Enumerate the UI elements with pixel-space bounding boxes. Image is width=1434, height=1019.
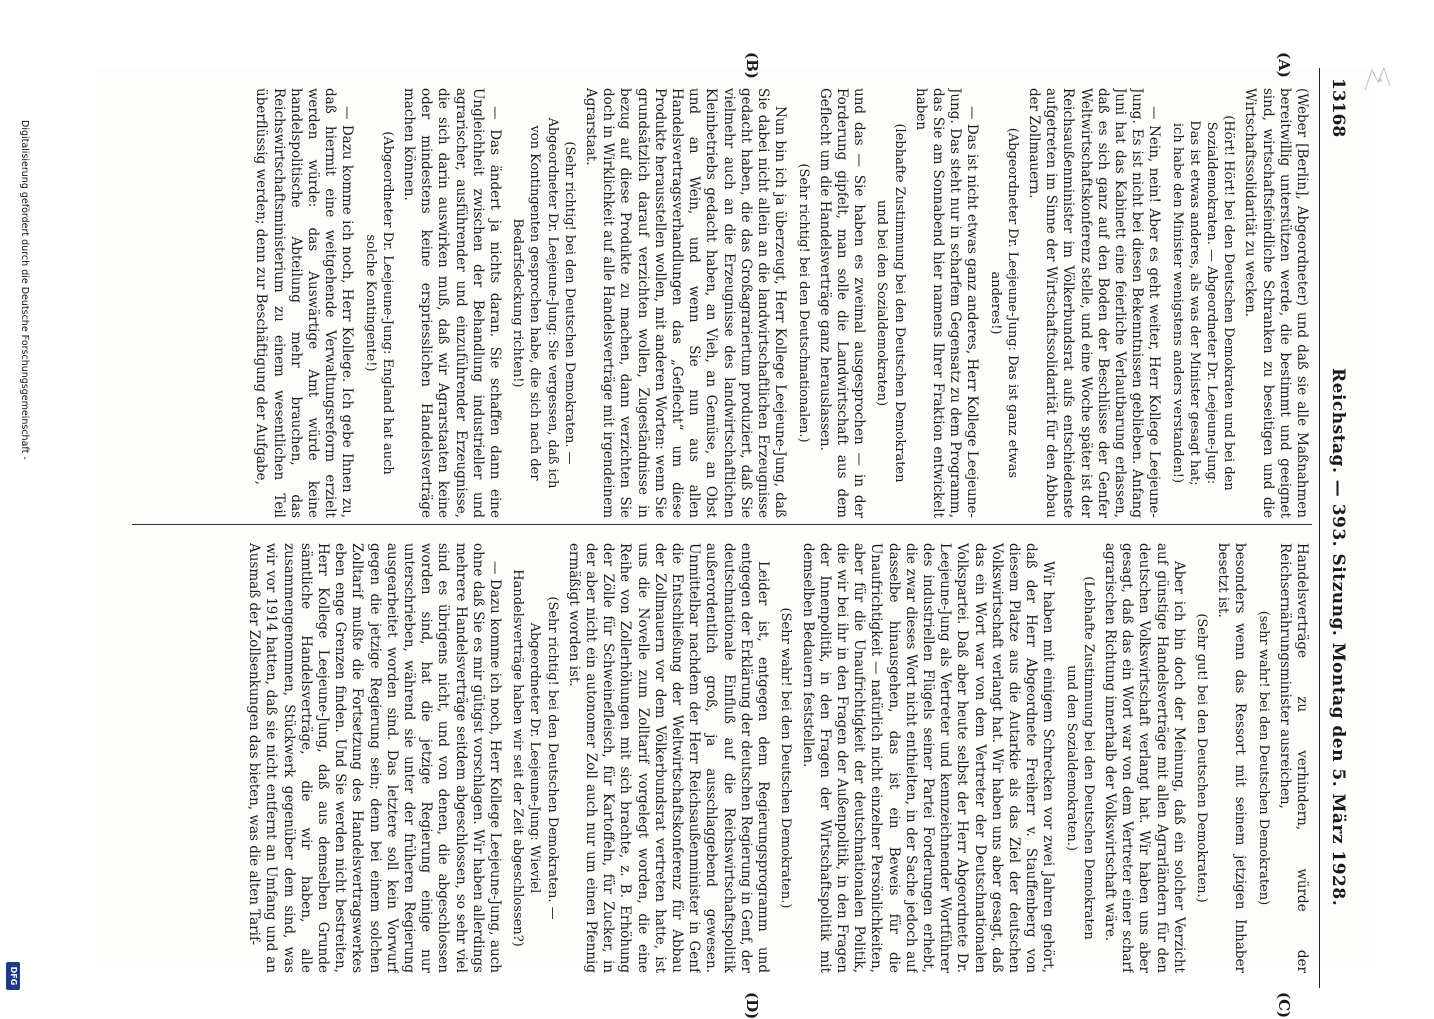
interjection: (Sehr gut! bei den Deutschen Demokraten.) xyxy=(1193,613,1209,903)
dfg-logo xyxy=(6,962,20,990)
margin-letter-c: (C) xyxy=(1275,992,1293,1019)
interjection: (lebhafte Zustimmung bei den Deutschen Demokraten und bei den Sozialdemokraten) xyxy=(874,123,907,483)
interjection: (sehr wahr! bei den Deutschen Demokraten) xyxy=(1255,610,1271,906)
interjection: (Hört! Hört! bei den Deutschen Demokraten und bei den Sozialdemokraten. — Abgeordneter Dr. Leejeune-Jung: Das ist etwas anderes, als was der Minister gesagt hat; ich habe den Minister wenigstens anders verstanden!) xyxy=(1169,115,1237,491)
margin-letter-a: (A) xyxy=(1275,52,1293,78)
paragraph: (Weber [Berlin], Abgeordneter) und daß sie alle Maßnahmen bereitwillig unterstützen werde, die bestimmt und geeignet sind, wirtschaftsfeindliche Schranken zu beseitigen und die Wirtschaftssolidarität zu wecken. xyxy=(1242,88,1310,518)
right-column xyxy=(130,543,1310,973)
margin-letter-b: (B) xyxy=(743,52,761,79)
credit-line: Digitalisierung gefördert durch die Deutsche Forschungsgemeinschaft - xyxy=(19,120,30,460)
paragraph: — Dazu komme ich noch, Herr Kollege Leejeune-Jung, auch ohne daß Sie es mir gütigst vorschlagen. Wir haben allerdings mehrere Handelsverträge seitdem abgeschlossen, so sehr viel sind es übrigens nicht, und von denen, die abgeschlossen worden sind, hat die jetzige Regierung einige nur unterschrieben, während sie unter der früheren Regierung ausgearbeitet worden sind. Das letztere soll kein Vorwurf gegen die jetzige Regierung sein; denn bei einem solchen Zolltarif mußte die Fortsetzung des Handelsvertragswerkes eben enge Grenzen finden. Und Sie werden nicht bestreiten, Herr Kollege Leejeune-Jung, daß aus demselben Grunde sämtliche Handelsverträge, die wir haben, alle zusammengenommen, Stückwerk gegenüber dem sind, was wir vor 1914 hatten, daß sie nicht entfernt an Umfang und an Ausmaß der Zollsenkungen das bieten, was die alten Tarif- xyxy=(246,543,504,973)
paragraph: und das — Sie haben es zweimal ausgesprochen — in der Forderung gipfelt, man solle die Landwirtschaft aus dem Geflecht um die Handelsverträge ganz herauslassen. xyxy=(816,88,868,518)
interjection: (Lebhafte Zustimmung bei den Deutschen Demokraten und den Sozialdemokraten.) xyxy=(1063,576,1096,940)
interjection: (Sehr richtig! bei den Deutschen Demokraten. — Abgeordneter Dr. Leejeune-Jung: Wieviel Handelsverträge haben wir seit der Zeit abgeschlossen?) xyxy=(510,569,560,947)
interjection: (Sehr richtig! bei den Deutschnationalen.) xyxy=(795,163,811,443)
interjection: (Sehr wahr! bei den Deutschen Demokraten.) xyxy=(778,607,794,909)
paragraph: besonders wenn das Ressort mit seinem jetzigen Inhaber besetzt ist. xyxy=(1215,543,1249,973)
running-title: Reichstag. — 393. Sitzung. Montag den 5. März 1928. xyxy=(1328,368,1348,907)
left-column xyxy=(130,88,1310,518)
paragraph: — Nein, nein! Aber es geht weiter, Herr Kollege Leejeune-Jung. Es ist nicht bei diesen Bekenntnissen geblieben. Anfang Juni hat das Kabinett eine feierliche Verlautbarung erlassen, daß es sich ganz auf den Boden der Beschlüsse der Genfer Weltwirtschaftskonferenz stelle, und eine Woche später ist der Reichsaußenminister im Völkerbundsrat aufs entschiedenste aufgetreten im Sinne der Wirtschaftssolidarität für den Abbau der Zollmauern. xyxy=(1025,88,1163,518)
paragraph: — Das ist nicht etwas ganz anderes, Herr Kollege Leejeune-Jung. Das steht nur in scharfem Gegensatz zu dem Programm, das Sie am Sonnabend hier namens Ihrer Fraktion entwickelt haben xyxy=(912,88,981,518)
paragraph: — Dazu komme ich noch, Herr Kollege. Ich gebe Ihnen zu, daß hiermit eine weitgehende Verwaltungsreform erzielt werden würde: das Auswärtige Amt würde keine handelspolitische Abteilung mehr brauchen, das Reichswirtschaftsministerium zu einem wesentlichen Teil überflüssig werden; denn zur Beschäftigung der Aufgabe, xyxy=(253,88,356,518)
paragraph: — Das ändert ja nichts daran. Sie schaffen dann eine Ungleichheit zwischen der Behandlung industrieller und agrarischer, ausführender und einzuführender Erzeugnisse, die sich darin auswirken muß, daß wir Agrarstaaten keine oder mindestens keine erspriesslichen Handelsverträge machen können. xyxy=(401,88,504,518)
digitization-credit xyxy=(14,120,32,990)
interjection: (Sehr richtig! bei den Deutschen Demokraten. — Abgeordneter Dr. Leejeune-Jung: Sie vergessen, daß ich von Kontingenten gesprochen habe, die sich nach der Bedarfsdeckung richten!) xyxy=(510,117,577,489)
library-stamp-mark xyxy=(1360,60,1400,100)
scanned-page xyxy=(95,52,1375,1019)
paragraph: Handelsverträge zu verhindern, würde der Reichsernährungsminister ausreichen, xyxy=(1276,543,1310,973)
margin-letter-d: (D) xyxy=(743,992,761,1019)
rotated-document xyxy=(120,52,1350,1019)
paragraph: Leider ist, entgegen dem Regierungsprogramm und entgegen der Erklärung der deutschen Regierung in Genf, der deutschnationale Einfluß auf die Reichswirtschaftspolitik außerordentlich groß, ja ausschlaggebend gewesen. Unmittelbar nachdem der Herr Reichsaußenminister in Genf die Entschließung der Weltwirtschaftskonferenz für Abbau der Zollmauern vor dem Völkerbundsrat vertreten hatte, ist uns die Novelle zum Zolltarif vorgelegt worden, die eine Reihe von Zollerhöhungen mit sich brachte, z. B. Erhöhung der Zölle für Schweinefleisch, für Kartoffeln, für Zucker, in der aber nicht ein autonomer Zoll auch nur um einen Pfennig ermäßigt worden ist. xyxy=(565,543,772,973)
paragraph: Nun bin ich ja überzeugt, Herr Kollege Leejeune-Jung, daß Sie dabei nicht allein an die landwirtschaftlichen Erzeugnisse gedacht haben, die das Großagrariertum produziert, daß Sie vielmehr auch an die Erzeugnisse des landwirtschaftlichen Kleinbetriebs gedacht haben, an Vieh, an Gemüse, an Obst und an Wein, und wenn Sie nun aus allen Handelsvertragsverhandlungen das „Geflecht“ um diese Produkte herausstellen wollen, mit anderen Worten: wenn Sie grundsätzlich darauf verzichten wollen, Zugeständnisse in bezug auf diese Produkte zu machen, dann verzichten Sie doch in Wirklichkeit auf alle Handelsverträge mit irgendeinem Agrarstaat. xyxy=(583,88,789,518)
interjection: (Abgeordneter Dr. Leejeune-Jung: Das ist ganz etwas anderes!) xyxy=(987,127,1020,479)
page-number: 13168 xyxy=(1328,78,1348,138)
dfg-logo-text: DFG xyxy=(9,966,18,986)
interjection: (Abgeordneter Dr. Leejeune-Jung: England hat auch solche Kontingente!) xyxy=(362,131,395,475)
page-header xyxy=(1319,68,1350,988)
column-divider xyxy=(132,524,1312,525)
paragraph: Aber ich bin doch der Meinung, daß ein solcher Verzicht auf günstige Handelsverträge mit allen Agrarländern für den deutschen Volkswirtschaft verlangt hat. Wir haben uns aber gesagt, daß das ein Wort war von dem Vertreter einer scharf agrarischen Richtung innerhalb der Volkswirtschaft wäre. xyxy=(1101,543,1187,973)
paragraph: Wir haben mit einigem Schrecken vor zwei Jahren gehört, daß der Herr Abgeordnete Freiherr v. Stauffenberg von diesem Platze aus die Autarkie als das Ziel der deutschen Volkswirtschaft verlangt hat. Wir haben uns aber gesagt, daß das ein Wort war von dem Vertreter der Deutschnationalen Volkspartei. Daß aber heute selbst der Herr Abgeordnete Dr. Leejeune-Jung als Vertreter und kennzeichnender Wortführer des industriellen Flügels seiner Partei Forderungen erhebt, die zwar dieses Wort nicht enthielten, in der Sache jedoch auf dasselbe hinausgehen, das ist ein Beweis für die Unaufrichtigkeit — natürlich nicht einzelner Persönlichkeiten, aber für die Unaufrichtigkeit der deutschnationalen Politik, die wir bei ihr in den Fragen der Außenpolitik, in den Fragen der Innenpolitik, in den Fragen der Wirtschaftspolitik mit demselben Bedauern feststellen. xyxy=(799,543,1057,973)
